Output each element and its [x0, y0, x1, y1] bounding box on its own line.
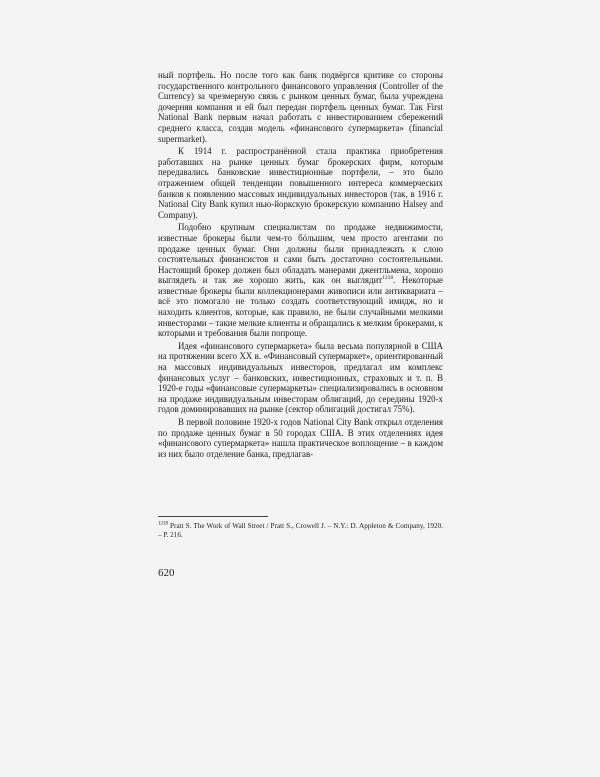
paragraph: [158, 341, 443, 415]
paragraph-text: . Некоторые известные брокеры были коллекционерами живописи или антиквариата – всё это помогало не только создать соответствующий имидж, но и находить клиентов, которые, как правило, не были случайными мелкими инвесторами – такие мелкие клиенты и обращались к мелким брокерами, к которыми и требования были попроще.: [158, 275, 443, 339]
page-number: 620: [158, 567, 175, 579]
footnote-reference: 1218: [382, 275, 394, 282]
paragraph-text: К 1914 г. распространённой стала практика приобретения работавших на рынке ценных бумаг брокерских фирм, которым передавались банковские инвестиционные портфели, – это было отражением общей тенденции повышенного интереса коммерческих банков к появлению массовых индивидуальных инвесторов (так, в 1916 г. National City Bank купил нью-йоркскую брокерскую компанию Halsey and Company).: [158, 146, 443, 220]
paragraph-text: ный портфель. Но после того как банк подвёргся критике со стороны государственного контрольного финансового управления (Controller of the Currency) за чрезмерную связь с рынком ценных бумаг, была учреждена дочерняя компания и ей был передан портфель ценных бумаг. Так First National Bank первым начал работать с инвестированием сбережений среднего класса, создав модель «финансового супермаркета» (financial supermarket).: [158, 70, 443, 144]
footnote-text: Pratt S. The Work of Wall Street / Pratt S., Crowell J. – N.Y.: D. Appleton & Company, 1920. – P. 216.: [158, 522, 443, 540]
paragraph: [158, 417, 443, 459]
body-text: [158, 70, 443, 461]
footnote: [158, 522, 443, 540]
paragraph: [158, 146, 443, 220]
footnote-separator: [158, 516, 268, 517]
footnote-number: 1218: [158, 521, 168, 527]
paragraph: [158, 70, 443, 144]
paragraph-text: Идея «финансового супермаркета» была весьма популярной в США на протяжении всего XX в. «Финансовый супермаркет», ориентированный на массовых индивидуальных инвесторов, предлагал им комплекс финансовых услуг – банковских, инвестиционных, страховых и т. п. В 1920-е годы «финансовые супермаркеты» специализировались в основном на продаже индивидуальным инвесторам облигаций, до середины 1920-х годов доминировавших на рынке (сектор облигаций достигал 75%).: [158, 340, 443, 415]
paragraph-text: Подобно крупным специалистам по продаже недвижимости, известные брокеры были чем-то бóльшим, чем просто агентами по продаже ценных бумаг. Они должны были принадлежать к слою состоятельных финансистов и сами быть достаточно состоятельными. Настоящий брокер должен был обладать манерами джентльмена, хорошо выглядеть и так же хорошо жить, как он выглядит: [158, 222, 443, 286]
paragraph-text: В первой половине 1920-х годов National City Bank открыл отделения по продаже ценных бумаг в 50 городах США. В этих отделениях идея «финансового супермаркета» нашла практическое воплощение – в каждом из них было отделение банка, предлагав-: [158, 417, 443, 459]
paragraph: [158, 222, 443, 339]
